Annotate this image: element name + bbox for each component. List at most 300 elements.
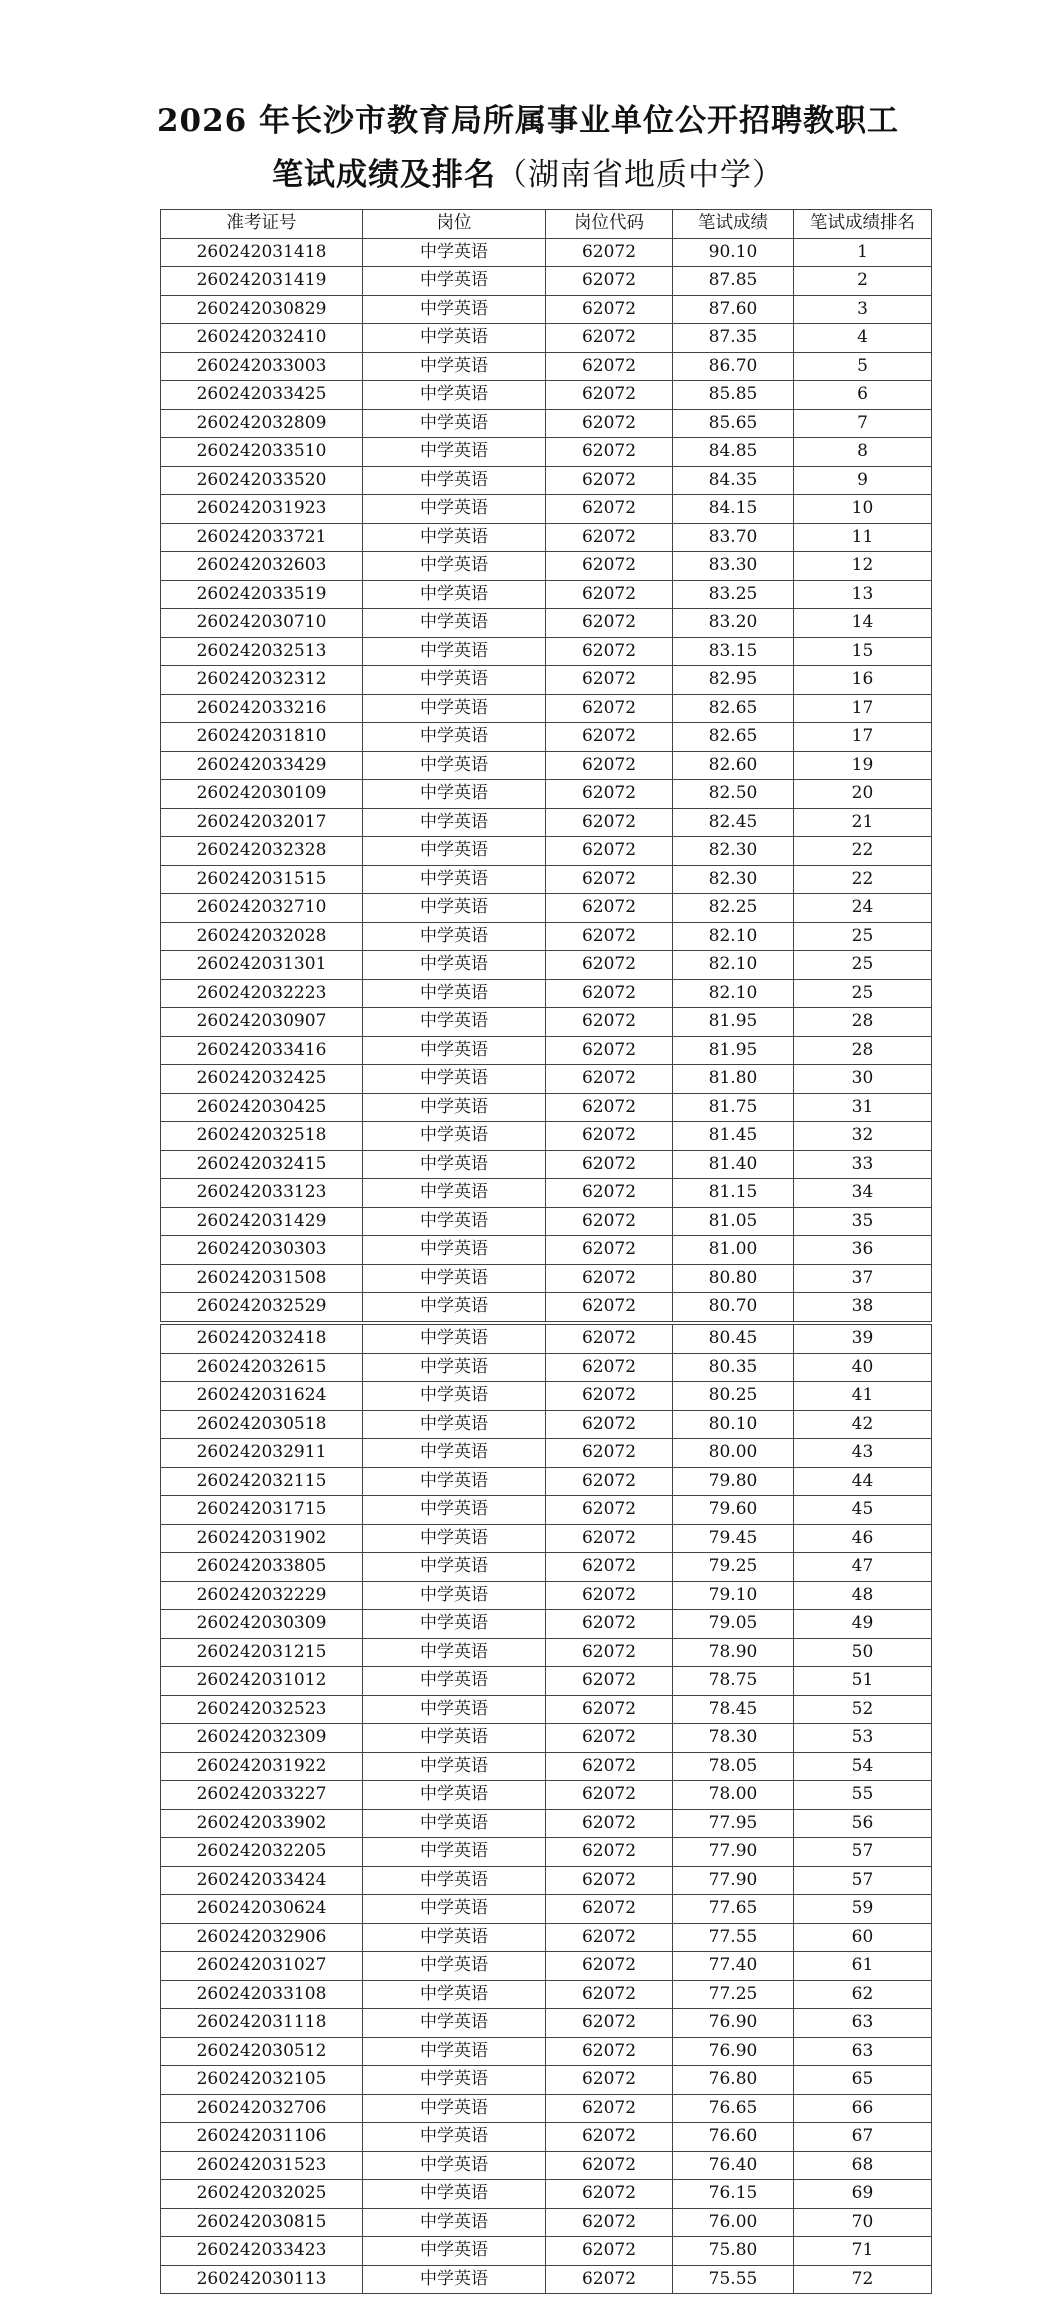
exam-number-cell: 260242030109 xyxy=(161,780,363,809)
table-row xyxy=(161,1638,932,1667)
position-cell: 中学英语 xyxy=(363,352,546,381)
position-cell: 中学英语 xyxy=(363,1150,546,1179)
header-exam-number: 准考证号 xyxy=(161,210,363,239)
score-rank-cell: 5 xyxy=(794,352,932,381)
written-score-cell: 81.80 xyxy=(673,1065,794,1094)
table-row xyxy=(161,1553,932,1582)
written-score-cell: 76.60 xyxy=(673,2123,794,2152)
position-cell: 中学英语 xyxy=(363,238,546,267)
score-rank-cell: 44 xyxy=(794,1467,932,1496)
table-row xyxy=(161,1179,932,1208)
score-rank-cell: 21 xyxy=(794,808,932,837)
exam-number-cell: 260242032415 xyxy=(161,1150,363,1179)
written-score-cell: 79.60 xyxy=(673,1496,794,1525)
position-code-cell: 62072 xyxy=(546,1895,673,1924)
position-code-cell: 62072 xyxy=(546,1122,673,1151)
exam-number-cell: 260242031418 xyxy=(161,238,363,267)
table-row xyxy=(161,295,932,324)
position-cell: 中学英语 xyxy=(363,1065,546,1094)
position-code-cell: 62072 xyxy=(546,1524,673,1553)
score-rank-cell: 33 xyxy=(794,1150,932,1179)
score-rank-cell: 8 xyxy=(794,438,932,467)
score-rank-cell: 65 xyxy=(794,2066,932,2095)
table-row xyxy=(161,666,932,695)
position-code-cell: 62072 xyxy=(546,1467,673,1496)
position-code-cell: 62072 xyxy=(546,2066,673,2095)
table-row xyxy=(161,2180,932,2209)
score-rank-cell: 34 xyxy=(794,1179,932,1208)
written-score-cell: 80.00 xyxy=(673,1439,794,1468)
position-cell: 中学英语 xyxy=(363,922,546,951)
score-rank-cell: 47 xyxy=(794,1553,932,1582)
position-code-cell: 62072 xyxy=(546,2237,673,2266)
position-cell: 中学英语 xyxy=(363,1781,546,1810)
exam-number-cell: 260242032523 xyxy=(161,1695,363,1724)
written-score-cell: 82.60 xyxy=(673,751,794,780)
written-score-cell: 82.25 xyxy=(673,894,794,923)
table-row xyxy=(161,837,932,866)
exam-number-cell: 260242031301 xyxy=(161,951,363,980)
position-code-cell: 62072 xyxy=(546,1410,673,1439)
exam-number-cell: 260242032312 xyxy=(161,666,363,695)
table-row xyxy=(161,523,932,552)
table-row xyxy=(161,694,932,723)
score-rank-cell: 17 xyxy=(794,694,932,723)
written-score-cell: 82.65 xyxy=(673,694,794,723)
table-row xyxy=(161,2237,932,2266)
score-rank-cell: 9 xyxy=(794,466,932,495)
score-rank-cell: 63 xyxy=(794,2009,932,2038)
score-rank-cell: 10 xyxy=(794,495,932,524)
exam-number-cell: 260242032328 xyxy=(161,837,363,866)
exam-number-cell: 260242033721 xyxy=(161,523,363,552)
exam-number-cell: 260242032028 xyxy=(161,922,363,951)
score-rank-cell: 68 xyxy=(794,2151,932,2180)
score-rank-cell: 70 xyxy=(794,2208,932,2237)
position-cell: 中学英语 xyxy=(363,1610,546,1639)
position-cell: 中学英语 xyxy=(363,552,546,581)
written-score-cell: 84.15 xyxy=(673,495,794,524)
written-score-cell: 76.80 xyxy=(673,2066,794,2095)
position-cell: 中学英语 xyxy=(363,1952,546,1981)
written-score-cell: 87.60 xyxy=(673,295,794,324)
position-code-cell: 62072 xyxy=(546,1065,673,1094)
table-row xyxy=(161,1524,932,1553)
position-code-cell: 62072 xyxy=(546,1838,673,1867)
score-rank-cell: 72 xyxy=(794,2265,932,2294)
score-rank-cell: 25 xyxy=(794,979,932,1008)
header-position-code: 岗位代码 xyxy=(546,210,673,239)
table-row xyxy=(161,1353,932,1382)
position-code-cell: 62072 xyxy=(546,2151,673,2180)
position-cell: 中学英语 xyxy=(363,580,546,609)
exam-number-cell: 260242031118 xyxy=(161,2009,363,2038)
exam-number-cell: 260242032706 xyxy=(161,2094,363,2123)
written-score-cell: 81.00 xyxy=(673,1236,794,1265)
exam-number-cell: 260242032309 xyxy=(161,1724,363,1753)
position-cell: 中学英语 xyxy=(363,1980,546,2009)
score-rank-cell: 16 xyxy=(794,666,932,695)
exam-number-cell: 260242033510 xyxy=(161,438,363,467)
score-rank-cell: 17 xyxy=(794,723,932,752)
position-cell: 中学英语 xyxy=(363,808,546,837)
position-code-cell: 62072 xyxy=(546,1667,673,1696)
document-title-line-2 xyxy=(0,155,1056,195)
score-rank-cell: 43 xyxy=(794,1439,932,1468)
written-score-cell: 79.45 xyxy=(673,1524,794,1553)
written-score-cell: 83.70 xyxy=(673,523,794,552)
written-score-cell: 80.35 xyxy=(673,1353,794,1382)
table-row xyxy=(161,751,932,780)
position-cell: 中学英语 xyxy=(363,1353,546,1382)
position-cell: 中学英语 xyxy=(363,637,546,666)
position-cell: 中学英语 xyxy=(363,1923,546,1952)
exam-number-cell: 260242032205 xyxy=(161,1838,363,1867)
exam-number-cell: 260242033423 xyxy=(161,2237,363,2266)
position-code-cell: 62072 xyxy=(546,1752,673,1781)
position-cell: 中学英语 xyxy=(363,267,546,296)
position-cell: 中学英语 xyxy=(363,1581,546,1610)
position-cell: 中学英语 xyxy=(363,1179,546,1208)
position-cell: 中学英语 xyxy=(363,1524,546,1553)
table-row xyxy=(161,979,932,1008)
score-rank-cell: 71 xyxy=(794,2237,932,2266)
position-code-cell: 62072 xyxy=(546,808,673,837)
position-cell: 中学英语 xyxy=(363,1895,546,1924)
written-score-cell: 83.30 xyxy=(673,552,794,581)
written-score-cell: 85.65 xyxy=(673,409,794,438)
position-code-cell: 62072 xyxy=(546,1980,673,2009)
written-score-cell: 80.10 xyxy=(673,1410,794,1439)
position-code-cell: 62072 xyxy=(546,1325,673,1354)
score-rank-cell: 69 xyxy=(794,2180,932,2209)
position-cell: 中学英语 xyxy=(363,609,546,638)
exam-number-cell: 260242033424 xyxy=(161,1866,363,1895)
written-score-cell: 75.55 xyxy=(673,2265,794,2294)
position-cell: 中学英语 xyxy=(363,979,546,1008)
exam-number-cell: 260242032410 xyxy=(161,324,363,353)
position-code-cell: 62072 xyxy=(546,780,673,809)
exam-number-cell: 260242031523 xyxy=(161,2151,363,2180)
score-rank-cell: 49 xyxy=(794,1610,932,1639)
written-score-cell: 81.15 xyxy=(673,1179,794,1208)
exam-number-cell: 260242031715 xyxy=(161,1496,363,1525)
position-cell: 中学英语 xyxy=(363,837,546,866)
position-cell: 中学英语 xyxy=(363,780,546,809)
position-code-cell: 62072 xyxy=(546,666,673,695)
table-row xyxy=(161,1382,932,1411)
written-score-cell: 80.45 xyxy=(673,1325,794,1354)
table-row xyxy=(161,2123,932,2152)
score-rank-cell: 63 xyxy=(794,2037,932,2066)
written-score-cell: 82.50 xyxy=(673,780,794,809)
written-score-cell: 82.10 xyxy=(673,979,794,1008)
header-written-score: 笔试成绩 xyxy=(673,210,794,239)
position-cell: 中学英语 xyxy=(363,409,546,438)
table-row xyxy=(161,1866,932,1895)
exam-number-cell: 260242032513 xyxy=(161,637,363,666)
table-row xyxy=(161,1293,932,1322)
position-code-cell: 62072 xyxy=(546,1150,673,1179)
exam-number-cell: 260242032115 xyxy=(161,1467,363,1496)
table-row xyxy=(161,1439,932,1468)
table-row xyxy=(161,1980,932,2009)
score-rank-cell: 12 xyxy=(794,552,932,581)
written-score-cell: 83.25 xyxy=(673,580,794,609)
position-code-cell: 62072 xyxy=(546,1581,673,1610)
written-score-cell: 76.40 xyxy=(673,2151,794,2180)
position-code-cell: 62072 xyxy=(546,1093,673,1122)
position-cell: 中学英语 xyxy=(363,1553,546,1582)
written-score-cell: 82.95 xyxy=(673,666,794,695)
written-score-cell: 77.90 xyxy=(673,1866,794,1895)
position-code-cell: 62072 xyxy=(546,751,673,780)
exam-number-cell: 260242033227 xyxy=(161,1781,363,1810)
table-row xyxy=(161,1923,932,1952)
score-rank-cell: 32 xyxy=(794,1122,932,1151)
exam-number-cell: 260242030907 xyxy=(161,1008,363,1037)
position-code-cell: 62072 xyxy=(546,2180,673,2209)
written-score-cell: 82.10 xyxy=(673,922,794,951)
exam-number-cell: 260242030309 xyxy=(161,1610,363,1639)
position-cell: 中学英语 xyxy=(363,1439,546,1468)
position-code-cell: 62072 xyxy=(546,1695,673,1724)
position-code-cell: 62072 xyxy=(546,1809,673,1838)
score-rank-cell: 51 xyxy=(794,1667,932,1696)
header-score-rank: 笔试成绩排名 xyxy=(794,210,932,239)
table-row xyxy=(161,2066,932,2095)
exam-number-cell: 260242032223 xyxy=(161,979,363,1008)
position-code-cell: 62072 xyxy=(546,324,673,353)
position-code-cell: 62072 xyxy=(546,580,673,609)
score-rank-cell: 22 xyxy=(794,865,932,894)
table-row xyxy=(161,1809,932,1838)
exam-number-cell: 260242033416 xyxy=(161,1036,363,1065)
position-cell: 中学英语 xyxy=(363,865,546,894)
position-cell: 中学英语 xyxy=(363,1752,546,1781)
exam-number-cell: 260242030113 xyxy=(161,2265,363,2294)
table-row xyxy=(161,808,932,837)
exam-number-cell: 260242031810 xyxy=(161,723,363,752)
position-cell: 中学英语 xyxy=(363,1638,546,1667)
position-cell: 中学英语 xyxy=(363,894,546,923)
written-score-cell: 81.40 xyxy=(673,1150,794,1179)
score-rank-cell: 57 xyxy=(794,1866,932,1895)
table-row xyxy=(161,1410,932,1439)
score-rank-cell: 28 xyxy=(794,1036,932,1065)
written-score-cell: 77.40 xyxy=(673,1952,794,1981)
position-code-cell: 62072 xyxy=(546,1353,673,1382)
written-score-cell: 79.80 xyxy=(673,1467,794,1496)
document-title-line-1: 2026 年长沙市教育局所属事业单位公开招聘教职工 xyxy=(156,103,900,139)
written-score-cell: 82.30 xyxy=(673,865,794,894)
table-row xyxy=(161,552,932,581)
score-table-body-page-2 xyxy=(161,1325,932,2294)
exam-number-cell: 260242032615 xyxy=(161,1353,363,1382)
exam-number-cell: 260242030425 xyxy=(161,1093,363,1122)
written-score-cell: 80.70 xyxy=(673,1293,794,1322)
position-cell: 中学英语 xyxy=(363,2066,546,2095)
position-cell: 中学英语 xyxy=(363,694,546,723)
position-cell: 中学英语 xyxy=(363,1866,546,1895)
position-cell: 中学英语 xyxy=(363,466,546,495)
position-code-cell: 62072 xyxy=(546,637,673,666)
position-code-cell: 62072 xyxy=(546,438,673,467)
written-score-cell: 77.55 xyxy=(673,1923,794,1952)
exam-number-cell: 260242033519 xyxy=(161,580,363,609)
written-score-cell: 84.35 xyxy=(673,466,794,495)
written-score-cell: 76.15 xyxy=(673,2180,794,2209)
exam-number-cell: 260242033805 xyxy=(161,1553,363,1582)
position-code-cell: 62072 xyxy=(546,1293,673,1322)
written-score-cell: 81.45 xyxy=(673,1122,794,1151)
position-code-cell: 62072 xyxy=(546,979,673,1008)
written-score-cell: 78.00 xyxy=(673,1781,794,1810)
table-row xyxy=(161,1207,932,1236)
position-cell: 中学英语 xyxy=(363,295,546,324)
table-row xyxy=(161,1496,932,1525)
table-row xyxy=(161,1610,932,1639)
exam-number-cell: 260242033520 xyxy=(161,466,363,495)
table-row xyxy=(161,2009,932,2038)
exam-number-cell: 260242031508 xyxy=(161,1264,363,1293)
score-rank-cell: 7 xyxy=(794,409,932,438)
table-row xyxy=(161,951,932,980)
written-score-cell: 77.25 xyxy=(673,1980,794,2009)
table-row xyxy=(161,1838,932,1867)
position-code-cell: 62072 xyxy=(546,552,673,581)
score-rank-cell: 19 xyxy=(794,751,932,780)
exam-number-cell: 260242032518 xyxy=(161,1122,363,1151)
score-rank-cell: 2 xyxy=(794,267,932,296)
position-cell: 中学英语 xyxy=(363,2037,546,2066)
table-row xyxy=(161,1667,932,1696)
position-code-cell: 62072 xyxy=(546,1781,673,1810)
position-cell: 中学英语 xyxy=(363,1695,546,1724)
exam-number-cell: 260242031012 xyxy=(161,1667,363,1696)
table-row xyxy=(161,352,932,381)
position-code-cell: 62072 xyxy=(546,381,673,410)
score-rank-cell: 45 xyxy=(794,1496,932,1525)
written-score-cell: 85.85 xyxy=(673,381,794,410)
written-score-cell: 83.20 xyxy=(673,609,794,638)
table-row xyxy=(161,580,932,609)
position-cell: 中学英语 xyxy=(363,951,546,980)
written-score-cell: 79.05 xyxy=(673,1610,794,1639)
position-code-cell: 62072 xyxy=(546,694,673,723)
written-score-cell: 82.45 xyxy=(673,808,794,837)
table-row xyxy=(161,1781,932,1810)
score-rank-cell: 4 xyxy=(794,324,932,353)
written-score-cell: 76.90 xyxy=(673,2037,794,2066)
exam-number-cell: 260242032911 xyxy=(161,1439,363,1468)
position-cell: 中学英语 xyxy=(363,1036,546,1065)
written-score-cell: 80.80 xyxy=(673,1264,794,1293)
position-code-cell: 62072 xyxy=(546,1496,673,1525)
table-row xyxy=(161,1008,932,1037)
score-rank-cell: 54 xyxy=(794,1752,932,1781)
position-code-cell: 62072 xyxy=(546,2208,673,2237)
position-cell: 中学英语 xyxy=(363,1325,546,1354)
score-rank-cell: 50 xyxy=(794,1638,932,1667)
position-code-cell: 62072 xyxy=(546,2265,673,2294)
position-cell: 中学英语 xyxy=(363,2094,546,2123)
position-cell: 中学英语 xyxy=(363,1838,546,1867)
position-cell: 中学英语 xyxy=(363,1809,546,1838)
written-score-cell: 78.45 xyxy=(673,1695,794,1724)
document-subtitle: 笔试成绩及排名 xyxy=(272,157,496,193)
position-cell: 中学英语 xyxy=(363,1724,546,1753)
position-code-cell: 62072 xyxy=(546,1008,673,1037)
position-cell: 中学英语 xyxy=(363,2180,546,2209)
position-code-cell: 62072 xyxy=(546,837,673,866)
position-code-cell: 62072 xyxy=(546,2037,673,2066)
score-rank-cell: 30 xyxy=(794,1065,932,1094)
position-cell: 中学英语 xyxy=(363,2009,546,2038)
score-rank-cell: 31 xyxy=(794,1093,932,1122)
position-cell: 中学英语 xyxy=(363,495,546,524)
written-score-cell: 81.95 xyxy=(673,1036,794,1065)
score-rank-cell: 11 xyxy=(794,523,932,552)
position-code-cell: 62072 xyxy=(546,609,673,638)
table-row xyxy=(161,1467,932,1496)
table-row xyxy=(161,1093,932,1122)
table-header-row xyxy=(161,210,932,239)
exam-number-cell: 260242033425 xyxy=(161,381,363,410)
position-cell: 中学英语 xyxy=(363,1122,546,1151)
exam-number-cell: 260242032017 xyxy=(161,808,363,837)
position-cell: 中学英语 xyxy=(363,751,546,780)
written-score-cell: 79.10 xyxy=(673,1581,794,1610)
exam-number-cell: 260242033429 xyxy=(161,751,363,780)
table-row xyxy=(161,1122,932,1151)
score-rank-cell: 20 xyxy=(794,780,932,809)
score-rank-cell: 40 xyxy=(794,1353,932,1382)
exam-number-cell: 260242031106 xyxy=(161,2123,363,2152)
score-rank-cell: 35 xyxy=(794,1207,932,1236)
table-row xyxy=(161,1952,932,1981)
position-code-cell: 62072 xyxy=(546,951,673,980)
position-cell: 中学英语 xyxy=(363,523,546,552)
exam-number-cell: 260242032425 xyxy=(161,1065,363,1094)
position-cell: 中学英语 xyxy=(363,2151,546,2180)
position-code-cell: 62072 xyxy=(546,1866,673,1895)
score-rank-cell: 67 xyxy=(794,2123,932,2152)
position-code-cell: 62072 xyxy=(546,466,673,495)
table-row xyxy=(161,466,932,495)
score-rank-cell: 46 xyxy=(794,1524,932,1553)
exam-number-cell: 260242032809 xyxy=(161,409,363,438)
score-rank-cell: 42 xyxy=(794,1410,932,1439)
written-score-cell: 76.00 xyxy=(673,2208,794,2237)
position-code-cell: 62072 xyxy=(546,1724,673,1753)
score-table-page-2 xyxy=(160,1324,932,2294)
position-code-cell: 62072 xyxy=(546,1439,673,1468)
score-rank-cell: 56 xyxy=(794,1809,932,1838)
table-row xyxy=(161,381,932,410)
exam-number-cell: 260242032025 xyxy=(161,2180,363,2209)
position-cell: 中学英语 xyxy=(363,1293,546,1322)
written-score-cell: 82.30 xyxy=(673,837,794,866)
table-row xyxy=(161,1036,932,1065)
position-code-cell: 62072 xyxy=(546,1236,673,1265)
position-code-cell: 62072 xyxy=(546,1638,673,1667)
written-score-cell: 82.10 xyxy=(673,951,794,980)
exam-number-cell: 260242031624 xyxy=(161,1382,363,1411)
score-rank-cell: 39 xyxy=(794,1325,932,1354)
table-row xyxy=(161,2037,932,2066)
position-cell: 中学英语 xyxy=(363,1496,546,1525)
